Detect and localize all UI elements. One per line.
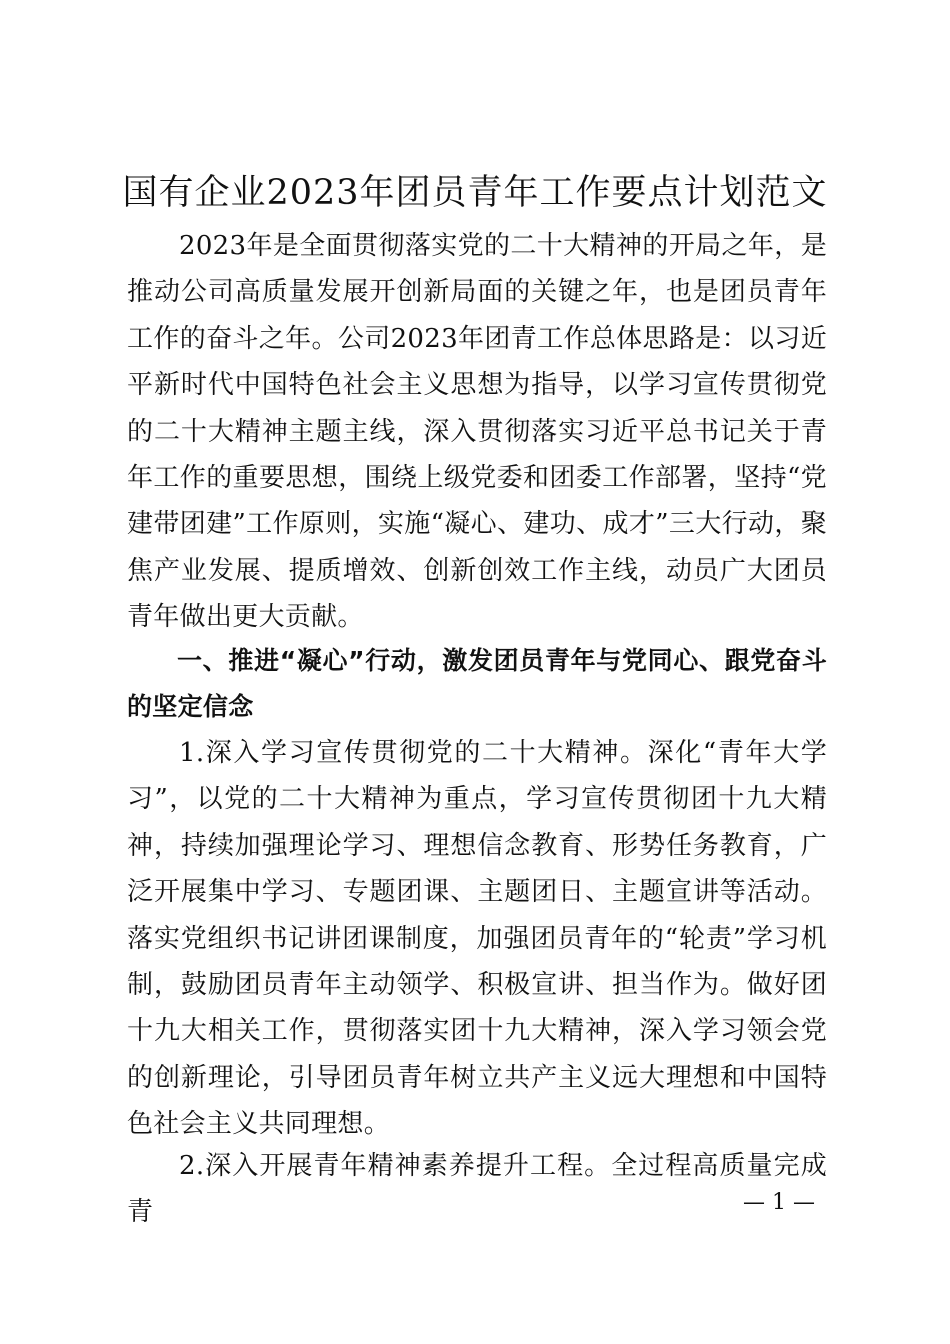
intro-paragraph: 2023年是全面贯彻落实党的二十大精神的开局之年，是推动公司高质量发展开创新局面的关键之年，也是团员青年工作的奋斗之年。公司2023年团青工作总体思路是：以习近平新时代中国特色社会主义思想为指导，以学习宣传贯彻党的二十大精神主题主线，深入贯彻落实习近平总书记关于青年工作的重要思想，围绕上级党委和团委工作部署，坚持“党建带团建”工作原则，实施“凝心、建功、成才”三大行动，聚焦产业发展、提质增效、创新创效工作主线，动员广大团员青年做出更大贡献。 [127,231,827,633]
item-1-paragraph: 1.深入学习宣传贯彻党的二十大精神。深化“青年大学习”，以党的二十大精神为重点，学习宣传贯彻团十九大精神，持续加强理论学习、理想信念教育、形势任务教育，广泛开展集中学习、专题团课、主题团日、主题宣讲等活动。落实党组织书记讲团课制度，加强团员青年的“轮责”学习机制，鼓励团员青年主动领学、积极宣讲、担当作为。做好团十九大相关工作，贯彻落实团十九大精神，深入学习领会党的创新理论，引导团员青年树立共产主义远大理想和中国特色社会主义共同理想。 [127,738,827,1140]
document-title: 国有企业2023年团员青年工作要点计划范文 [122,173,828,213]
page-number: — 1 — [743,1190,815,1215]
section-heading-1: 一、推进“凝心”行动，激发团员青年与党同心、跟党奋斗的坚定信念 [127,646,827,722]
item-2-paragraph: 2.深入开展青年精神素养提升工程。全过程高质量完成青 [127,1151,827,1228]
